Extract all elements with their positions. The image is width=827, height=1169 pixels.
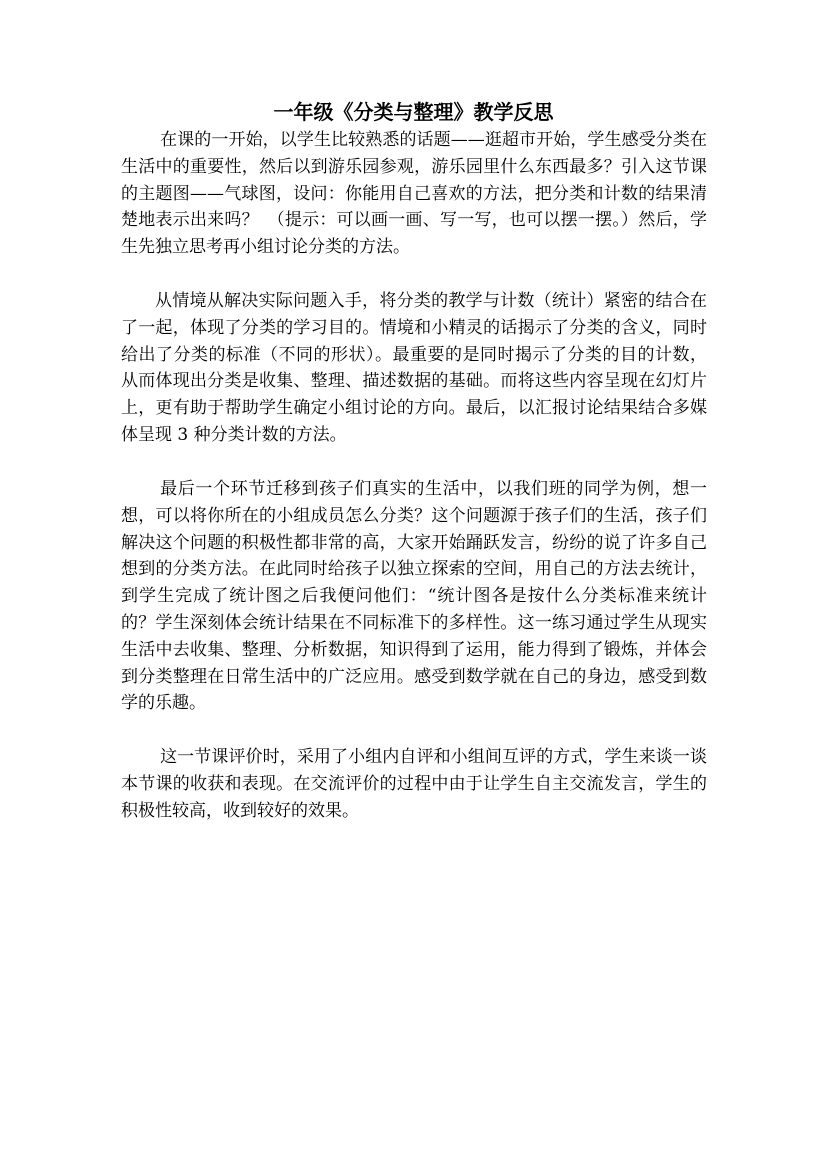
document-title: 一年级《分类与整理》教学反思 (273, 100, 554, 124)
paragraph-1: 在课的一开始，以学生比较熟悉的话题——逛超市开始，学生感受分类在生活中的重要性，然后以到游乐园参观，游乐园里什么东西最多？引入这节课的主题图——气球图，设问：你能用自己喜欢的方法，把分类和计数的结果清楚地表示出来吗？ （提示：可以画一画、写一写，也可以摆一摆。）然后，学生先独立思考再小组讨论分类的方法。 (121, 130, 707, 258)
paragraph-4: 这一节课评价时，采用了小组内自评和小组间互评的方式，学生来谈一谈本节课的收获和表现。在交流评价的过程中由于让学生自主交流发言，学生的积极性较高，收到较好的效果。 (121, 747, 707, 821)
paragraph-2: 从情境从解决实际问题入手，将分类的教学与计数（统计）紧密的结合在了一起，体现了分类的学习目的。情境和小精灵的话揭示了分类的含义，同时给出了分类的标准（不同的形状）。最重要的是同时揭示了分类的目的计数，从而体现出分类是收集、整理、描述数据的基础。而将这些内容呈现在幻灯片上，更有助于帮助学生确定小组讨论的方向。最后，以汇报讨论结果结合多媒体呈现 3 种分类计数的方法。 (121, 291, 707, 445)
paragraph-3: 最后一个环节迁移到孩子们真实的生活中，以我们班的同学为例，想一想，可以将你所在的小组成员怎么分类？这个问题源于孩子们的生活，孩子们解决这个问题的积极性都非常的高，大家开始踊跃发言，纷纷的说了许多自己想到的分类方法。在此同时给孩子以独立探索的空间，用自己的方法去统计，到学生完成了统计图之后我便问他们：“统计图各是按什么分类标准来统计的？学生深刻体会统计结果在不同标准下的多样性。这一练习通过学生从现实生活中去收集、整理、分析数据，知识得到了运用，能力得到了锻炼，并体会到分类整理在日常生活中的广泛应用。感受到数学就在自己的身边，感受到数学的乐趣。 (121, 479, 707, 714)
